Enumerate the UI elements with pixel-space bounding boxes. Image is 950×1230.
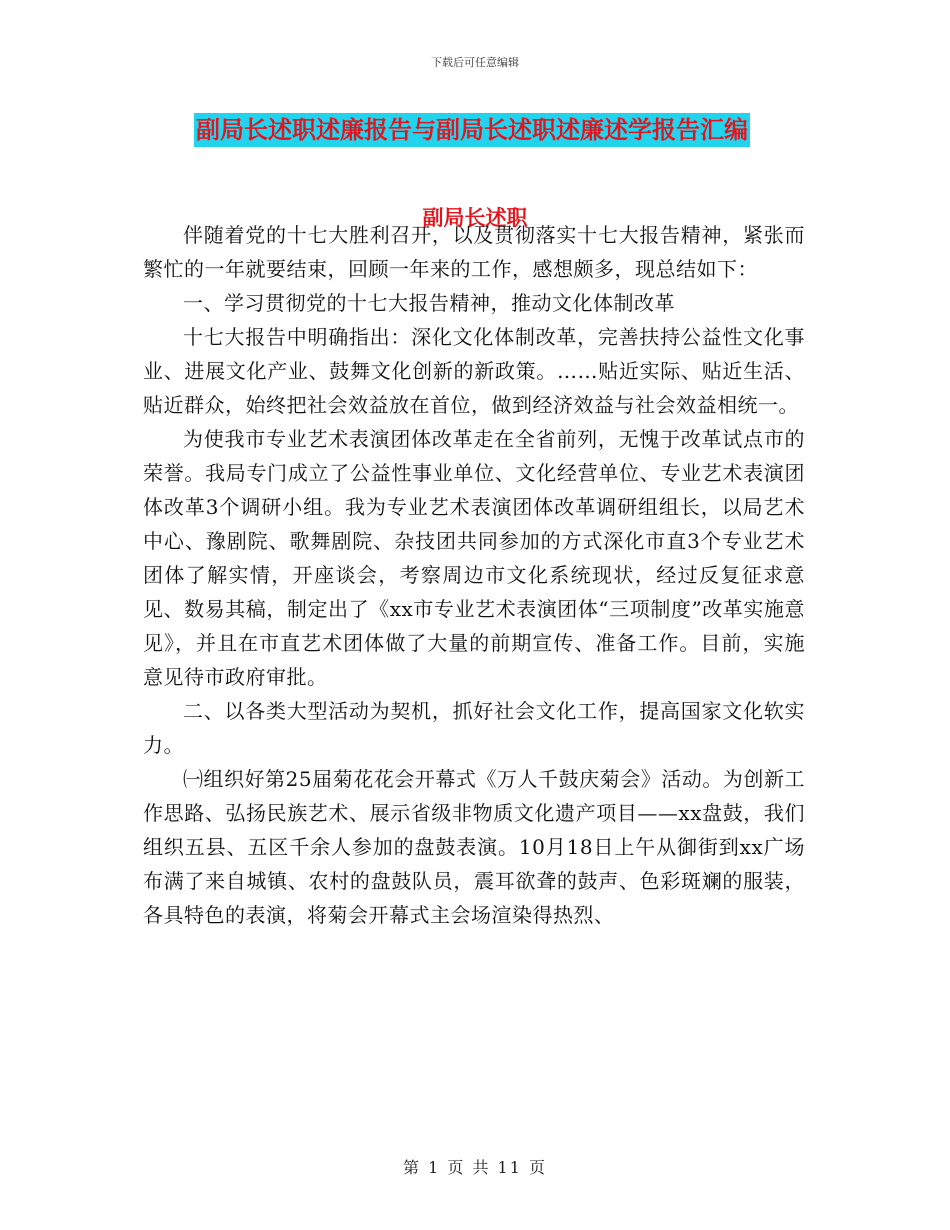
paragraph-heading-1: 一、学习贯彻党的十七大报告精神，推动文化体制改革 (183, 291, 675, 315)
paragraph-reform: 为使我市专业艺术表演团体改革走在全省前列，无愧于改革试点市的荣誉。我局专门成立了公益性事业单位、文化经营单位、专业艺术表演团体改革3个调研小组。我为专业艺术表演团体改革调研组组长，以局艺术中心、豫剧院、歌舞剧院、杂技团共同参加的方式深化市直3个专业艺术团体了解实情，开座谈会，考察周边市文化系统现状，经过反复征求意见、数易其稿，制定出了《xx市专业艺术表演团体“三项制度”改革实施意见》，并且在市直艺术团体做了大量的前期宣传、准备工作。目前，实施意见待市政府审批。 (143, 427, 805, 689)
paragraph-report-quote: 十七大报告中明确指出：深化文化体制改革，完善扶持公益性文化事业、进展文化产业、鼓舞文化创新的新政策。……贴近实际、贴近生活、贴近群众，始终把社会效益放在首位，做到经济效益与社会效益相统一。 (143, 325, 805, 417)
document-title: 副局长述职述廉报告与副局长述职述廉述学报告汇编 (194, 113, 750, 147)
page-number-footer: 第 1 页 共 11 页 (403, 1158, 547, 1177)
document-body (143, 218, 805, 932)
section-title: 副局长述职 (422, 206, 528, 230)
paragraph-heading-2: 二、以各类大型活动为契机，抓好社会文化工作，提高国家文化软实力。 (143, 699, 805, 757)
paragraph-festival: ㈠组织好第25届菊花花会开幕式《万人千鼓庆菊会》活动。为创新工作思路、弘扬民族艺术、展示省级非物质文化遗产项目——xx盘鼓，我们组织五县、五区千余人参加的盘鼓表演。10月18日上午从御街到xx广场布满了来自城镇、农村的盘鼓队员，震耳欲聋的鼓声、色彩斑斓的服装，各具特色的表演，将菊会开幕式主会场渲染得热烈、 (143, 767, 805, 927)
paragraph-intro: 伴随着党的十七大胜利召开，以及贯彻落实十七大报告精神，紧张而繁忙的一年就要结束，回顾一年来的工作，感想颇多，现总结如下： (143, 223, 805, 281)
header-note: 下载后可任意编辑 (431, 56, 519, 69)
